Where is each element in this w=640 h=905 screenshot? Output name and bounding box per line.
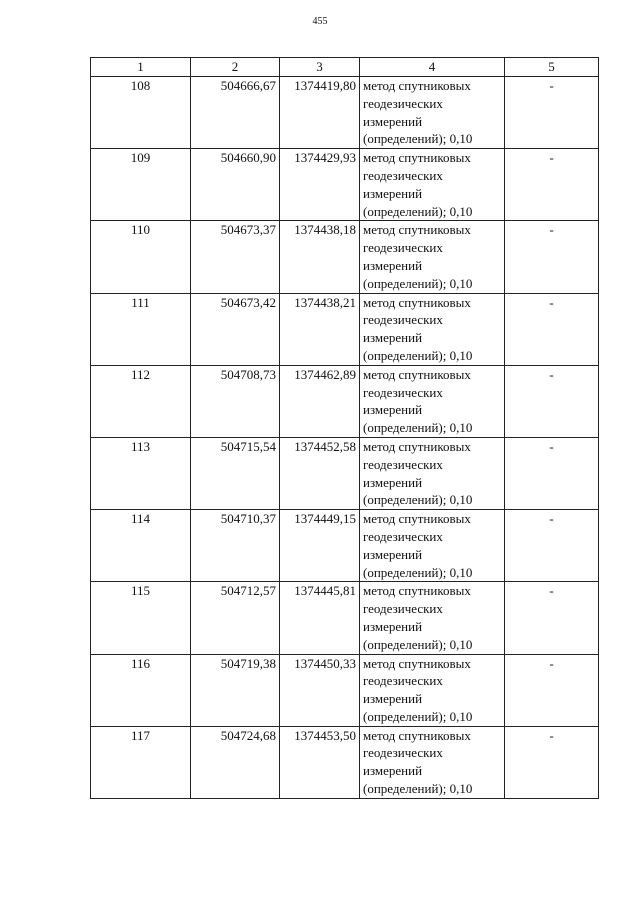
point-number: 113 xyxy=(91,437,191,509)
table-row xyxy=(91,365,599,437)
coordinate-y: 1374438,21 xyxy=(280,293,360,365)
coordinate-x: 504719,38 xyxy=(191,654,280,726)
coordinate-x: 504708,73 xyxy=(191,365,280,437)
table-row xyxy=(91,77,599,149)
note: - xyxy=(505,77,599,149)
method-accuracy: метод спутниковых геодезических измерений (определений); 0,10 xyxy=(360,726,505,798)
table-row xyxy=(91,654,599,726)
coordinate-x: 504660,90 xyxy=(191,149,280,221)
note: - xyxy=(505,365,599,437)
note: - xyxy=(505,726,599,798)
note: - xyxy=(505,293,599,365)
coordinate-x: 504724,68 xyxy=(191,726,280,798)
table-row xyxy=(91,437,599,509)
coordinate-x: 504673,37 xyxy=(191,221,280,293)
header-col-3: 3 xyxy=(280,58,360,77)
method-accuracy: метод спутниковых геодезических измерений (определений); 0,10 xyxy=(360,221,505,293)
point-number: 112 xyxy=(91,365,191,437)
coordinate-x: 504712,57 xyxy=(191,582,280,654)
coordinate-x: 504666,67 xyxy=(191,77,280,149)
method-accuracy: метод спутниковых геодезических измерений (определений); 0,10 xyxy=(360,365,505,437)
table-row xyxy=(91,293,599,365)
point-number: 108 xyxy=(91,77,191,149)
coordinate-y: 1374452,58 xyxy=(280,437,360,509)
method-accuracy: метод спутниковых геодезических измерений (определений); 0,10 xyxy=(360,437,505,509)
note: - xyxy=(505,149,599,221)
point-number: 114 xyxy=(91,510,191,582)
header-row xyxy=(91,58,599,77)
header-col-4: 4 xyxy=(360,58,505,77)
coordinate-y: 1374429,93 xyxy=(280,149,360,221)
coordinate-x: 504710,37 xyxy=(191,510,280,582)
coordinate-y: 1374419,80 xyxy=(280,77,360,149)
header-col-1: 1 xyxy=(91,58,191,77)
point-number: 111 xyxy=(91,293,191,365)
method-accuracy: метод спутниковых геодезических измерений (определений); 0,10 xyxy=(360,582,505,654)
note: - xyxy=(505,582,599,654)
method-accuracy: метод спутниковых геодезических измерений (определений); 0,10 xyxy=(360,293,505,365)
table-row xyxy=(91,510,599,582)
table-row xyxy=(91,582,599,654)
method-accuracy: метод спутниковых геодезических измерений (определений); 0,10 xyxy=(360,77,505,149)
coordinate-y: 1374453,50 xyxy=(280,726,360,798)
note: - xyxy=(505,221,599,293)
point-number: 115 xyxy=(91,582,191,654)
table-body xyxy=(91,77,599,799)
coordinate-x: 504715,54 xyxy=(191,437,280,509)
method-accuracy: метод спутниковых геодезических измерений (определений); 0,10 xyxy=(360,510,505,582)
note: - xyxy=(505,654,599,726)
table-header xyxy=(91,58,599,77)
method-accuracy: метод спутниковых геодезических измерений (определений); 0,10 xyxy=(360,149,505,221)
coordinate-x: 504673,42 xyxy=(191,293,280,365)
page-number: 455 xyxy=(312,16,328,27)
coordinate-y: 1374445,81 xyxy=(280,582,360,654)
point-number: 116 xyxy=(91,654,191,726)
coordinate-y: 1374450,33 xyxy=(280,654,360,726)
coordinates-table xyxy=(90,57,599,799)
point-number: 109 xyxy=(91,149,191,221)
coordinate-y: 1374449,15 xyxy=(280,510,360,582)
table-row xyxy=(91,221,599,293)
point-number: 117 xyxy=(91,726,191,798)
table-row xyxy=(91,149,599,221)
coordinate-y: 1374462,89 xyxy=(280,365,360,437)
header-col-5: 5 xyxy=(505,58,599,77)
table-row xyxy=(91,726,599,798)
coordinate-y: 1374438,18 xyxy=(280,221,360,293)
note: - xyxy=(505,437,599,509)
header-col-2: 2 xyxy=(191,58,280,77)
point-number: 110 xyxy=(91,221,191,293)
method-accuracy: метод спутниковых геодезических измерений (определений); 0,10 xyxy=(360,654,505,726)
note: - xyxy=(505,510,599,582)
